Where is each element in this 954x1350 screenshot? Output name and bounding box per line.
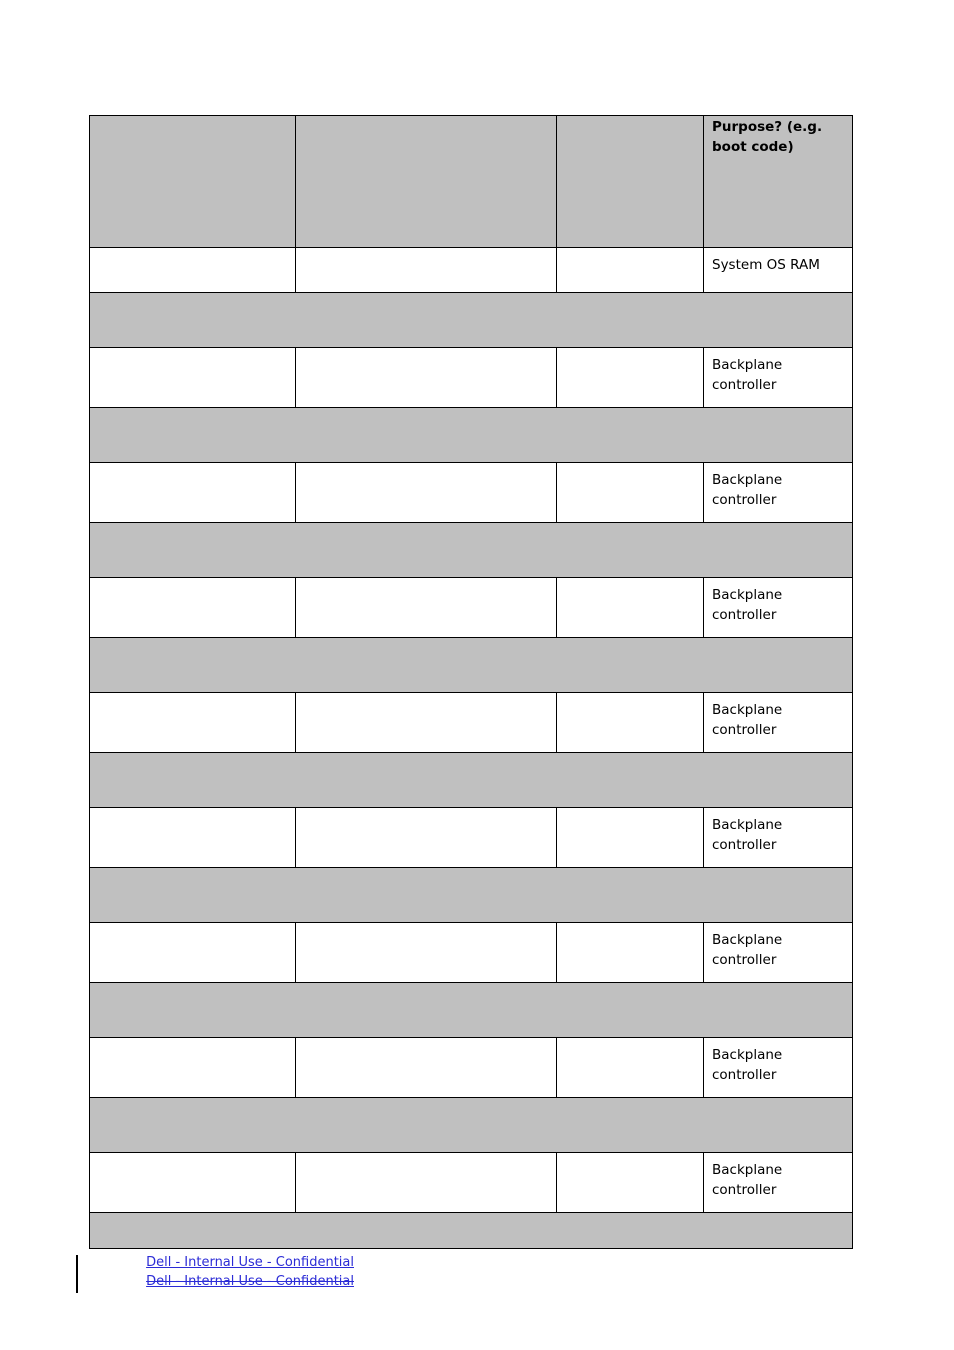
cell-text [557, 463, 703, 471]
table-cell-purpose [704, 693, 853, 753]
cell-text [296, 1038, 556, 1046]
table-cell [557, 693, 704, 753]
header-label [90, 116, 295, 118]
table-row [90, 578, 853, 638]
cell-text [296, 348, 556, 356]
cell-text [557, 693, 703, 701]
table-cell-purpose [704, 578, 853, 638]
cell-text [557, 348, 703, 356]
purpose-text: Backplane controller [712, 1047, 783, 1083]
section-band [90, 753, 853, 808]
section-band-row [90, 753, 853, 808]
section-band-row [90, 408, 853, 463]
purpose-text: Backplane controller [712, 587, 783, 623]
table-row [90, 348, 853, 408]
classification-label: Dell - Internal Use - Confidential [146, 1255, 354, 1270]
header-label [557, 116, 703, 118]
table-cell [557, 923, 704, 983]
header-cell [90, 116, 296, 248]
section-band-row [90, 1213, 853, 1249]
table-cell [296, 348, 557, 408]
table-cell-purpose [704, 348, 853, 408]
table-cell-purpose [704, 463, 853, 523]
table-cell [90, 1153, 296, 1213]
section-band-row [90, 523, 853, 578]
cell-text [557, 923, 703, 931]
cell-text [557, 248, 703, 256]
table-cell [90, 463, 296, 523]
cell-text [296, 578, 556, 586]
cell-text [90, 1153, 295, 1161]
purpose-text: Backplane controller [712, 932, 783, 968]
cell-text [90, 578, 295, 586]
table-cell [90, 693, 296, 753]
cell-text [296, 463, 556, 471]
section-band-row [90, 1098, 853, 1153]
table-cell [557, 1153, 704, 1213]
purpose-text: Backplane controller [712, 817, 783, 853]
table-cell-purpose [704, 808, 853, 868]
table-row [90, 1153, 853, 1213]
table-header-row [90, 116, 853, 248]
header-label-purpose: Purpose? (e.g. boot code) [712, 119, 823, 155]
purpose-text: Backplane controller [712, 1162, 783, 1198]
table-cell [557, 578, 704, 638]
table-cell-purpose [704, 923, 853, 983]
purpose-text: Backplane controller [712, 702, 783, 738]
header-label [296, 116, 556, 118]
section-band-row [90, 638, 853, 693]
cell-text [90, 348, 295, 356]
cell-text [90, 923, 295, 931]
table-cell [296, 808, 557, 868]
section-band [90, 523, 853, 578]
table-cell [557, 808, 704, 868]
section-band [90, 1098, 853, 1153]
header-cell [296, 116, 557, 248]
cell-text [90, 693, 295, 701]
table-cell-purpose [704, 1038, 853, 1098]
cell-text [90, 248, 295, 256]
table-cell-purpose [704, 1153, 853, 1213]
section-band [90, 293, 853, 348]
cell-text [90, 1038, 295, 1046]
table-row [90, 923, 853, 983]
table-cell [296, 923, 557, 983]
cell-text [557, 578, 703, 586]
cell-text [296, 1153, 556, 1161]
table-row [90, 693, 853, 753]
section-band-row [90, 868, 853, 923]
cell-text [557, 1038, 703, 1046]
cell-text [296, 923, 556, 931]
section-band [90, 1213, 853, 1249]
table-cell [90, 808, 296, 868]
table-cell [90, 578, 296, 638]
table-cell [557, 348, 704, 408]
table-row [90, 1038, 853, 1098]
section-band [90, 408, 853, 463]
table-cell [296, 693, 557, 753]
cell-text [557, 808, 703, 816]
table-cell [90, 248, 296, 293]
purpose-text: System OS RAM [712, 257, 820, 273]
table-cell [296, 463, 557, 523]
table-row [90, 463, 853, 523]
memory-table [89, 115, 853, 1249]
section-band [90, 868, 853, 923]
table-cell [557, 248, 704, 293]
table-row [90, 808, 853, 868]
table-cell [557, 1038, 704, 1098]
purpose-text: Backplane controller [712, 472, 783, 508]
header-cell [557, 116, 704, 248]
table-row [90, 248, 853, 293]
cell-text [557, 1153, 703, 1161]
table-cell [90, 1038, 296, 1098]
table-cell [296, 1038, 557, 1098]
classification-label-deleted: Dell - Internal Use - Confidential [146, 1274, 354, 1289]
cell-text [296, 693, 556, 701]
section-band-row [90, 983, 853, 1038]
cell-text [296, 248, 556, 256]
table-cell [557, 463, 704, 523]
table-cell [296, 248, 557, 293]
header-cell-purpose [704, 116, 853, 248]
table-cell [90, 348, 296, 408]
purpose-text: Backplane controller [712, 357, 783, 393]
section-band [90, 638, 853, 693]
table-cell [90, 923, 296, 983]
section-band-row [90, 293, 853, 348]
cell-text [90, 808, 295, 816]
table-cell [296, 578, 557, 638]
cell-text [90, 463, 295, 471]
table-cell [296, 1153, 557, 1213]
change-bar [76, 1255, 78, 1293]
table-cell-purpose [704, 248, 853, 293]
cell-text [296, 808, 556, 816]
section-band [90, 983, 853, 1038]
